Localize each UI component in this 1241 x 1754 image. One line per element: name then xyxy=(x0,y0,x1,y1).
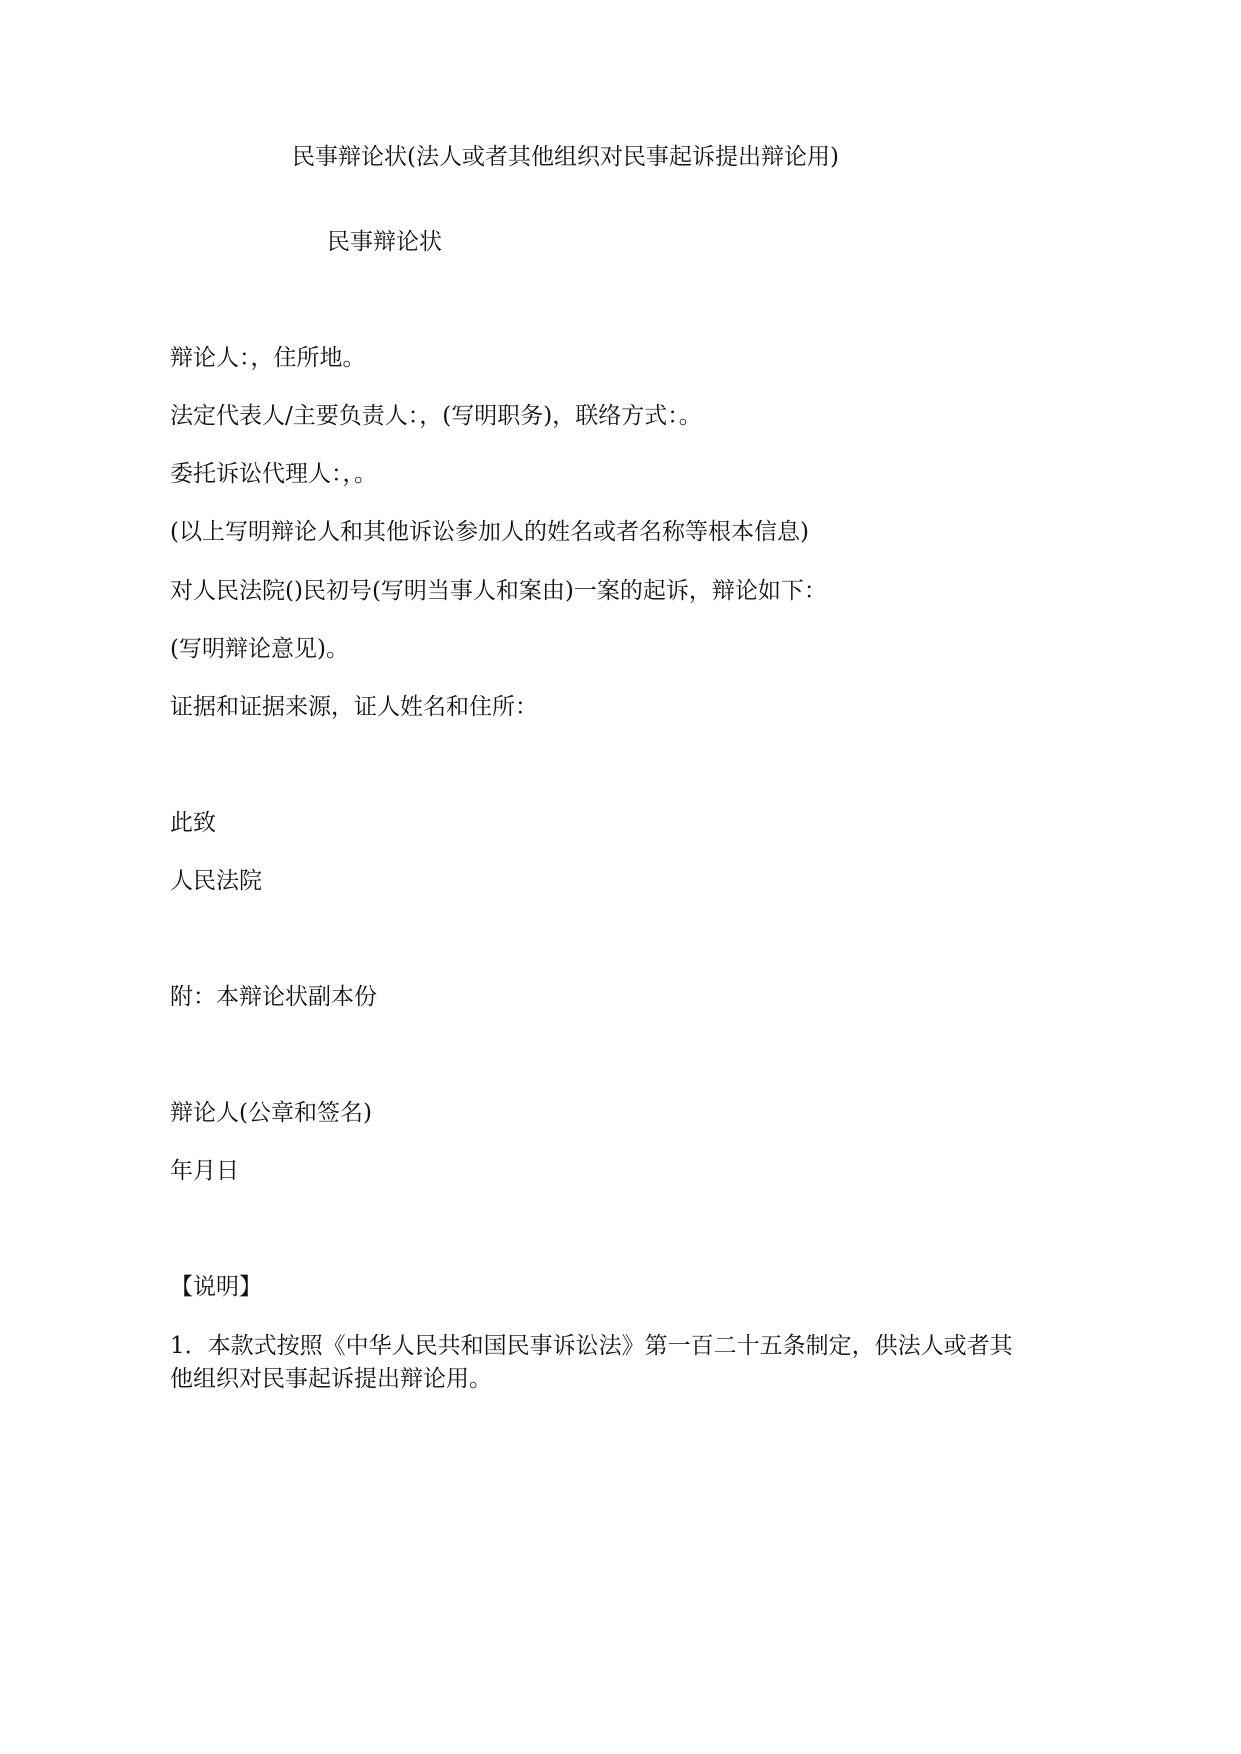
main-title: 民事辩论状(法人或者其他组织对民事起诉提出辩论用) xyxy=(292,144,839,170)
subtitle: 民事辩论状 xyxy=(327,229,442,255)
signature-line: 辩论人(公章和签名) xyxy=(170,1100,372,1126)
parties-note-line: (以上写明辩论人和其他诉讼参加人的姓名或者名称等根本信息) xyxy=(170,519,809,545)
case-intro-line: 对人民法院()民初号(写明当事人和案由)一案的起诉，辩论如下： xyxy=(170,578,827,604)
notes-item-1: 1．本款式按照《中华人民共和国民事诉讼法》第一百二十五条制定，供法人或者其他组织对民事起诉提出辩论用。 xyxy=(170,1333,1013,1392)
opinion-line: (写明辩论意见)。 xyxy=(170,636,349,662)
date-line: 年月日 xyxy=(170,1158,239,1184)
evidence-line: 证据和证据来源，证人姓名和住所： xyxy=(170,694,538,720)
notes-heading: 【说明】 xyxy=(170,1274,262,1300)
attachment-line: 附：本辩论状副本份 xyxy=(170,984,377,1010)
legal-rep-line: 法定代表人/主要负责人：，(写明职务)，联络方式：。 xyxy=(170,403,702,429)
agent-line: 委托诉讼代理人：，。 xyxy=(170,461,377,487)
defender-line: 辩论人：，住所地。 xyxy=(170,345,366,371)
court-line: 人民法院 xyxy=(170,868,262,894)
salutation-line: 此致 xyxy=(170,810,216,836)
